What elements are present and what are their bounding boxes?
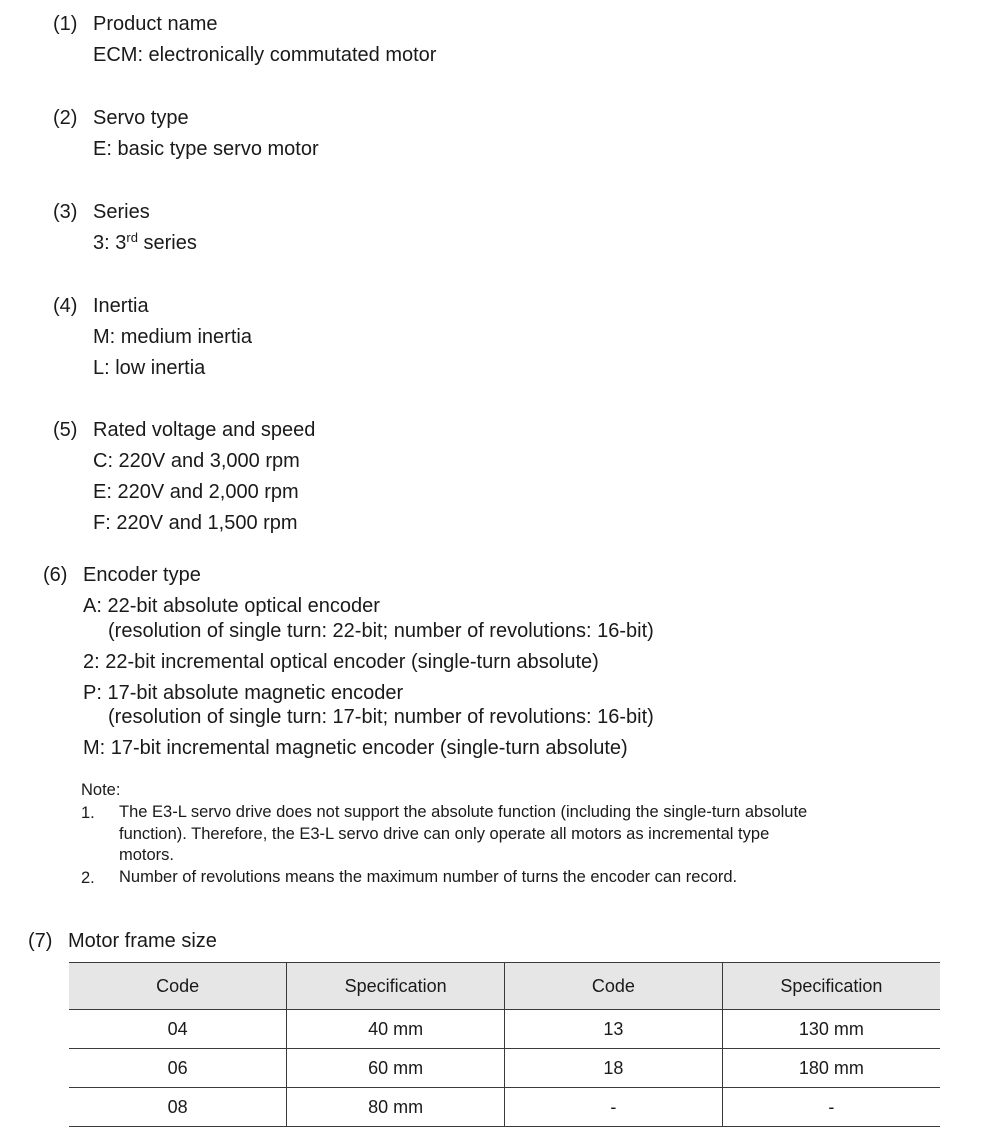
section-item-detail: (resolution of single turn: 17-bit; number of revolutions: 16-bit)	[108, 706, 654, 728]
table-header-row	[69, 963, 940, 1010]
table-row	[69, 1010, 940, 1049]
section-title: Encoder type	[83, 564, 201, 586]
note-text	[119, 867, 939, 889]
table-cell: 40 mm	[287, 1010, 505, 1049]
series-item-prefix: 3: 3	[93, 232, 127, 254]
series-item-superscript: rd	[126, 230, 138, 245]
section-number: (5)	[53, 419, 78, 441]
table-cell: 130 mm	[722, 1010, 940, 1049]
motor-frame-size-table	[69, 962, 940, 1127]
table-row	[69, 1088, 940, 1127]
section-item: L: low inertia	[93, 357, 206, 379]
column-header: Code	[69, 963, 287, 1010]
section-item: M: 17-bit incremental magnetic encoder (single-turn absolute)	[83, 737, 628, 759]
section-item: A: 22-bit absolute optical encoder	[83, 595, 380, 617]
section-title: Servo type	[93, 107, 189, 129]
section-title: Rated voltage and speed	[93, 419, 316, 441]
section-title: Product name	[93, 13, 218, 35]
column-header: Specification	[287, 963, 505, 1010]
section-title: Motor frame size	[68, 930, 217, 952]
table-cell: 60 mm	[287, 1049, 505, 1088]
section-item: ECM: electronically commutated motor	[93, 44, 437, 66]
section-number: (6)	[43, 564, 68, 586]
column-header: Code	[505, 963, 723, 1010]
section-number: (2)	[53, 107, 78, 129]
section-number: (3)	[53, 201, 78, 223]
note-line: Number of revolutions means the maximum number of turns the encoder can record.	[119, 868, 738, 886]
series-item-suffix: series	[137, 232, 197, 254]
note-line: motors.	[119, 846, 175, 864]
section-title: Inertia	[93, 295, 149, 317]
section-title: Series	[93, 201, 150, 223]
table-cell: 04	[69, 1010, 287, 1049]
table-cell: 80 mm	[287, 1088, 505, 1127]
table-cell: 18	[505, 1049, 723, 1088]
section-item-detail: (resolution of single turn: 22-bit; number of revolutions: 16-bit)	[108, 620, 654, 642]
table-cell: -	[505, 1088, 723, 1127]
note-label: Note:	[81, 781, 121, 799]
table-row	[69, 1049, 940, 1088]
section-number: (4)	[53, 295, 78, 317]
note-line: The E3-L servo drive does not support the absolute function (including the single-turn absolute	[119, 803, 808, 821]
table-cell: 13	[505, 1010, 723, 1049]
table-cell: 180 mm	[722, 1049, 940, 1088]
section-item: E: basic type servo motor	[93, 138, 319, 160]
section-item: 2: 22-bit incremental optical encoder (single-turn absolute)	[83, 651, 599, 673]
table-cell: 06	[69, 1049, 287, 1088]
column-header: Specification	[722, 963, 940, 1010]
section-item: F: 220V and 1,500 rpm	[93, 512, 298, 534]
section-item	[93, 231, 197, 255]
section-number: (1)	[53, 13, 78, 35]
section-item: M: medium inertia	[93, 326, 252, 348]
section-item: P: 17-bit absolute magnetic encoder	[83, 682, 404, 704]
note-text	[119, 802, 939, 867]
note-number: 2.	[81, 869, 95, 887]
section-item: C: 220V and 3,000 rpm	[93, 450, 300, 472]
section-number: (7)	[28, 930, 53, 952]
table-cell: -	[722, 1088, 940, 1127]
table-cell: 08	[69, 1088, 287, 1127]
note-number: 1.	[81, 804, 95, 822]
section-item: E: 220V and 2,000 rpm	[93, 481, 299, 503]
note-line: function). Therefore, the E3-L servo drive can only operate all motors as incremental type	[119, 824, 770, 843]
